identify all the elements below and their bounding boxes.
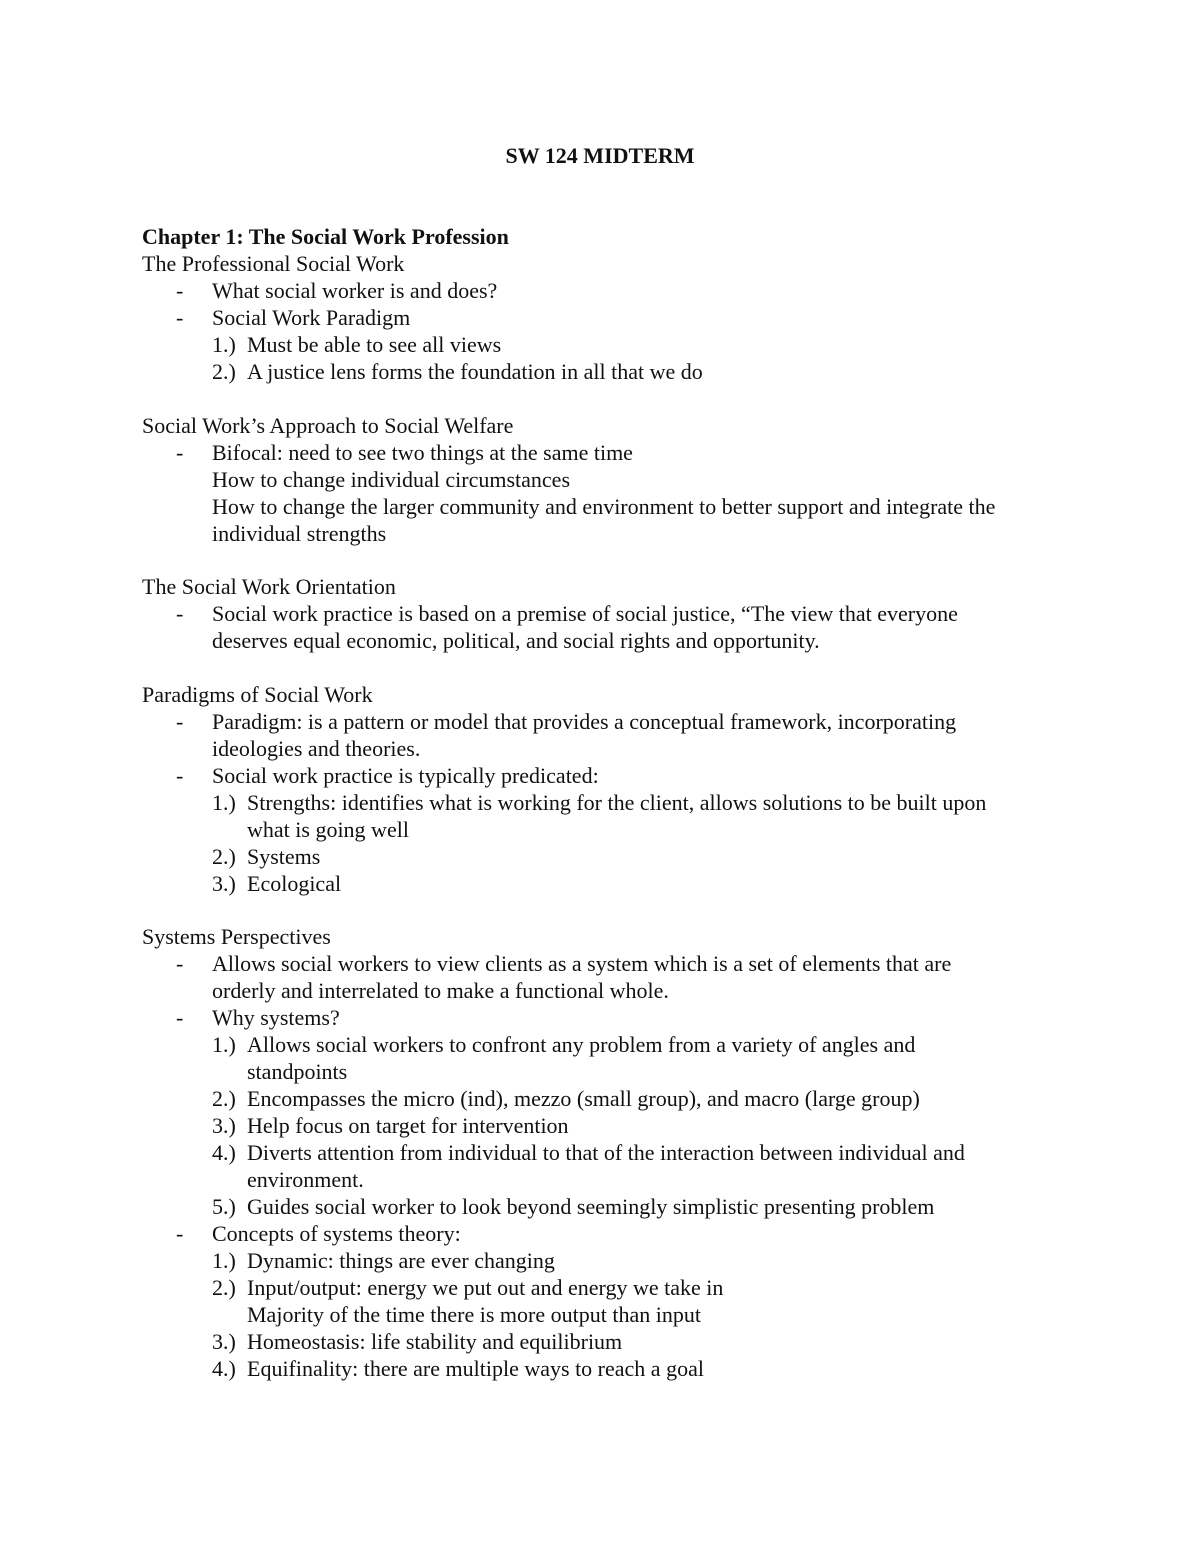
numbered-item bbox=[142, 1355, 1072, 1382]
numbered-item-text: Must be able to see all views bbox=[247, 332, 502, 357]
chapter-heading: Chapter 1: The Social Work Profession bbox=[142, 224, 509, 249]
numbered-item-continuation: what is going well bbox=[247, 816, 409, 842]
list-item-text: Bifocal: need to see two things at the same time bbox=[212, 439, 633, 465]
section-heading-systems: Systems Perspectives bbox=[142, 924, 331, 949]
number-marker: 3.) bbox=[212, 870, 236, 896]
number-marker: 5.) bbox=[212, 1194, 236, 1219]
number-marker: 2.) bbox=[212, 1275, 236, 1300]
numbered-item-text: Diverts attention from individual to that of the interaction between individual and bbox=[247, 1140, 965, 1165]
numbered-item bbox=[142, 1031, 1072, 1058]
numbered-item-continuation: environment. bbox=[247, 1167, 364, 1192]
number-marker: 1.) bbox=[212, 789, 236, 815]
numbered-item-text: Allows social workers to confront any problem from a variety of angles and bbox=[247, 1032, 916, 1057]
numbered-item bbox=[142, 358, 1072, 385]
numbered-item-continuation: Majority of the time there is more output than input bbox=[247, 1302, 701, 1327]
numbered-item-text: Guides social worker to look beyond seemingly simplistic presenting problem bbox=[247, 1194, 935, 1219]
numbered-item bbox=[142, 331, 1072, 358]
dash-marker: - bbox=[176, 278, 184, 303]
list-item-text: Allows social workers to view clients as a system which is a set of elements that are bbox=[212, 951, 952, 976]
number-marker: 1.) bbox=[212, 1032, 236, 1057]
dash-marker: - bbox=[176, 305, 184, 330]
numbered-item bbox=[142, 1085, 1072, 1112]
spacer bbox=[142, 547, 1072, 574]
dash-marker: - bbox=[176, 1005, 184, 1030]
numbered-item bbox=[142, 1328, 1072, 1355]
spacer bbox=[142, 385, 1072, 412]
number-marker: 2.) bbox=[212, 359, 236, 384]
number-marker: 4.) bbox=[212, 1356, 236, 1381]
numbered-item-continuation: standpoints bbox=[247, 1059, 348, 1084]
list-item-text: Concepts of systems theory: bbox=[212, 1221, 461, 1246]
numbered-item bbox=[142, 1247, 1072, 1274]
dash-marker: - bbox=[176, 708, 184, 734]
dash-marker: - bbox=[176, 762, 184, 788]
numbered-item-text: Systems bbox=[247, 843, 321, 869]
list-item-text: Paradigm: is a pattern or model that provides a conceptual framework, incorporating bbox=[212, 708, 957, 734]
dash-marker: - bbox=[176, 951, 184, 976]
numbered-item bbox=[142, 789, 1072, 816]
numbered-item-text: Ecological bbox=[247, 870, 342, 896]
list-item bbox=[142, 1004, 1072, 1031]
spacer bbox=[142, 897, 1072, 924]
list-item-continuation: deserves equal economic, political, and social rights and opportunity. bbox=[212, 628, 820, 653]
number-marker: 2.) bbox=[212, 1086, 236, 1111]
section-heading-paradigms: Paradigms of Social Work bbox=[142, 681, 373, 707]
numbered-item-text: Equifinality: there are multiple ways to reach a goal bbox=[247, 1356, 704, 1381]
number-marker: 1.) bbox=[212, 332, 236, 357]
list-item-text: What social worker is and does? bbox=[212, 278, 498, 303]
numbered-item bbox=[142, 870, 1072, 897]
numbered-item-text: Dynamic: things are ever changing bbox=[247, 1248, 555, 1273]
list-item-text: Social work practice is typically predicated: bbox=[212, 762, 599, 788]
dash-marker: - bbox=[176, 1221, 184, 1246]
list-item-continuation: How to change individual circumstances bbox=[212, 466, 571, 492]
number-marker: 1.) bbox=[212, 1248, 236, 1273]
section-heading-approach: Social Work’s Approach to Social Welfare bbox=[142, 412, 514, 438]
numbered-item-text: Help focus on target for intervention bbox=[247, 1113, 569, 1138]
list-item-text: Social Work Paradigm bbox=[212, 305, 411, 330]
section-heading-professional: The Professional Social Work bbox=[142, 251, 405, 276]
section-heading-orientation: The Social Work Orientation bbox=[142, 574, 396, 599]
numbered-item bbox=[142, 1274, 1072, 1301]
numbered-item bbox=[142, 1112, 1072, 1139]
numbered-item-text: Homeostasis: life stability and equilibrium bbox=[247, 1329, 623, 1354]
list-item bbox=[142, 708, 1072, 735]
dash-marker: - bbox=[176, 601, 184, 626]
list-item-continuation: How to change the larger community and environment to better support and integrate the bbox=[212, 493, 996, 519]
list-item bbox=[142, 304, 1072, 331]
list-item bbox=[142, 277, 1072, 304]
list-item-text: Why systems? bbox=[212, 1005, 340, 1030]
list-item-text: Social work practice is based on a premise of social justice, “The view that everyone bbox=[212, 601, 958, 626]
dash-marker: - bbox=[176, 439, 184, 465]
spacer bbox=[142, 654, 1072, 681]
numbered-item-text: A justice lens forms the foundation in all that we do bbox=[247, 359, 703, 384]
list-item bbox=[142, 600, 1072, 627]
list-item bbox=[142, 439, 1072, 466]
list-item bbox=[142, 1220, 1072, 1247]
number-marker: 2.) bbox=[212, 843, 236, 869]
number-marker: 3.) bbox=[212, 1113, 236, 1138]
list-item bbox=[142, 950, 1072, 977]
numbered-item-text: Encompasses the micro (ind), mezzo (small group), and macro (large group) bbox=[247, 1086, 920, 1111]
list-item-continuation: individual strengths bbox=[212, 520, 387, 546]
numbered-item bbox=[142, 1139, 1072, 1166]
numbered-item bbox=[142, 1193, 1072, 1220]
numbered-item bbox=[142, 843, 1072, 870]
number-marker: 3.) bbox=[212, 1329, 236, 1354]
numbered-item-text: Strengths: identifies what is working for the client, allows solutions to be built upon bbox=[247, 789, 987, 815]
numbered-item-text: Input/output: energy we put out and energy we take in bbox=[247, 1275, 724, 1300]
list-item-continuation: ideologies and theories. bbox=[212, 735, 421, 761]
number-marker: 4.) bbox=[212, 1140, 236, 1165]
list-item bbox=[142, 762, 1072, 789]
page-title: SW 124 MIDTERM bbox=[505, 143, 695, 168]
list-item-continuation: orderly and interrelated to make a functional whole. bbox=[212, 978, 669, 1003]
document-body bbox=[142, 223, 1072, 1382]
